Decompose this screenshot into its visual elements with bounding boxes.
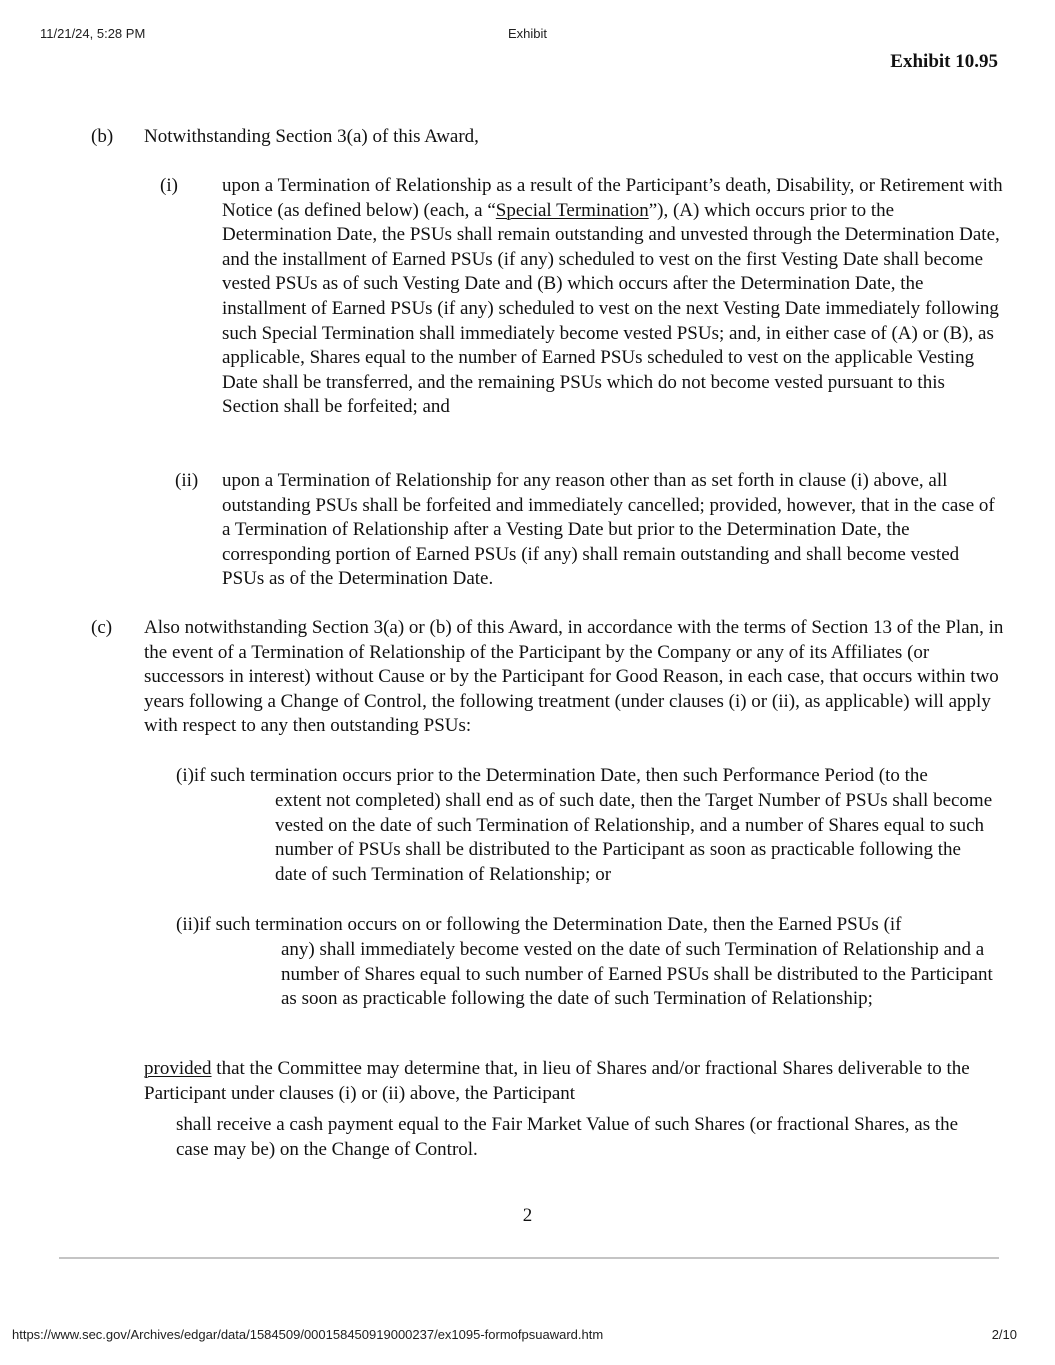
clause-b-ii-label: (ii) [175, 470, 199, 491]
proviso-paragraph [144, 1057, 1002, 1106]
print-page-indicator: 2/10 [991, 1327, 1017, 1342]
clause-c-ii-first-line: (ii)if such termination occurs on or following the Determination Date, then the Earned PSUs (if [176, 914, 902, 935]
proviso-continuation: shall receive a cash payment equal to the Fair Market Value of such Shares (or fractional Shares, as the case may be) on the Change of Control. [176, 1114, 959, 1160]
print-datetime: 11/21/24, 5:28 PM [40, 26, 146, 41]
section-b-label: (b) [91, 126, 114, 147]
print-url: https://www.sec.gov/Archives/edgar/data/1584509/000158450919000237/ex1095-formofpsuaward.htm [12, 1327, 604, 1342]
section-b-intro: Notwithstanding Section 3(a) of this Award, [144, 126, 479, 147]
clause-b-ii-text: upon a Termination of Relationship for any reason other than as set forth in clause (i) above, all outstanding PSUs shall be forfeited and immediately cancelled; provided, however, that in the case of a Termination of Relationship after a Vesting Date but prior to the Determination Date, the corresponding portion of Earned PSUs (if any) shall remain outstanding and shall become vested PSUs as of the Determination Date. [222, 470, 995, 590]
clause-b-i-text-before: upon a Termination of Relationship as a result of the Participant’s death, Disability, or Retirement with Notice (as defined below) (each, a “ [222, 175, 1003, 221]
proviso-term: provided [144, 1058, 212, 1079]
clause-b-i-text-after: ”), (A) which occurs prior to the Determination Date, the PSUs shall remain outstanding and unvested through the Determination Date, and the installment of Earned PSUs (if any) scheduled to vest on the first Vesting Date shall become vested PSUs as of such Vesting Date and (B) which occurs after the Determination Date, the installment of Earned PSUs (if any) scheduled to vest on the next Vesting Date immediately following such Special Termination shall immediately become vested PSUs; and, in either case of (A) or (B), as applicable, Shares equal to the number of Earned PSUs scheduled to vest on the applicable Vesting Date shall be transferred, and the remaining PSUs which do not become vested pursuant to this Section shall be forfeited; and [222, 199, 1000, 418]
clause-c-ii-text: any) shall immediately become vested on the date of such Termination of Relationship and a number of Shares equal to such number of Earned PSUs shall be distributed to the Participant as soon as practicable following the date of such Termination of Relationship; [281, 939, 993, 1010]
clause-b-i-text [222, 174, 1005, 420]
section-c-label: (c) [91, 617, 113, 638]
page-number: 2 [522, 1205, 533, 1226]
clause-b-i-label: (i) [160, 175, 178, 196]
proviso-text: that the Committee may determine that, in lieu of Shares and/or fractional Shares deliverable to the Participant under clauses (i) or (ii) above, the Participant [144, 1058, 970, 1104]
clause-c-i-text: extent not completed) shall end as of such date, then the Target Number of PSUs shall become vested on the date of such Termination of Relationship, and a number of Shares equal to such number of PSUs shall be distributed to the Participant as soon as practicable following the date of such Termination of Relationship; or [275, 790, 993, 885]
defined-term-special-termination: Special Termination [495, 199, 649, 221]
clause-c-i-first-line: (i)if such termination occurs prior to the Determination Date, then such Performance Period (to the [176, 765, 928, 786]
section-c-intro: Also notwithstanding Section 3(a) or (b) of this Award, in accordance with the terms of Section 13 of the Plan, in the event of a Termination of Relationship of the Participant by the Company or any of its Affiliates (or successors in interest) without Cause or by the Participant for Good Reason, in each case, that occurs within two years following a Change of Control, the following treatment (under clauses (i) or (ii), as applicable) will apply with respect to any then outstanding PSUs: [144, 617, 1004, 737]
print-page-title: Exhibit [507, 26, 548, 41]
page-divider [59, 1257, 999, 1259]
exhibit-label: Exhibit 10.95 [890, 51, 998, 72]
